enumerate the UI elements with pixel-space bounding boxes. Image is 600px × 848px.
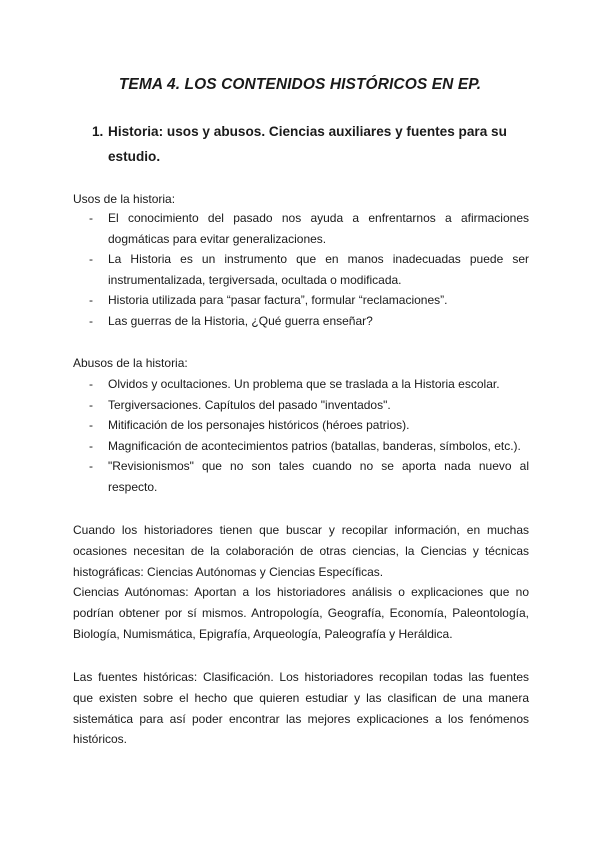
ciencias-section [73, 520, 529, 645]
dash-bullet: - [89, 397, 93, 412]
list-item-text: La Historia es un instrumento que en manos inadecuadas puede ser instrumentalizada, tergiversada, ocultada o modificada. [108, 252, 529, 287]
list-item-text: Las guerras de la Historia, ¿Qué guerra enseñar? [108, 313, 373, 328]
list-item-text: Mitificación de los personajes históricos (héroes patrios). [108, 418, 410, 432]
dash-bullet: - [89, 377, 93, 391]
paragraph-ciencias: Cuando los historiadores tienen que buscar y recopilar información, en muchas ocasiones necesitan de la colaboración de otras ciencias, la Ciencias y técnicas histográficas: Ciencias Autónomas y Ciencias Específicas. [73, 523, 529, 579]
list-item-text: "Revisionismos" que no son tales cuando no se aporta nada nuevo al respecto. [108, 459, 529, 494]
document-title: TEMA 4. LOS CONTENIDOS HISTÓRICOS EN EP. [118, 76, 482, 93]
list-item [89, 208, 529, 249]
abusos-list [89, 374, 529, 497]
list-item-text: Historia utilizada para “pasar factura”, formular “reclamaciones”. [108, 293, 448, 307]
dash-bullet: - [89, 438, 93, 453]
usos-label: Usos de la historia: [73, 192, 176, 206]
paragraph-fuentes: Las fuentes históricas: Clasificación. Los historiadores recopilan todas las fuentes que existen sobre el hecho que quieren estudiar y las clasifican de una manera sistemática para así poder encontrar las mejores explicaciones a los fenómenos históricos. [73, 670, 529, 747]
list-item [89, 436, 529, 457]
fuentes-section [73, 667, 529, 750]
list-item [89, 395, 529, 416]
list-item [89, 249, 529, 290]
list-item [89, 311, 529, 332]
usos-list [89, 208, 529, 331]
dash-bullet: - [89, 418, 93, 432]
dash-bullet: - [89, 211, 93, 225]
section-heading [92, 119, 532, 169]
section-number: 1. [92, 124, 104, 139]
list-item-text: El conocimiento del pasado nos ayuda a enfrentarnos a afirmaciones dogmáticas para evitar generalizaciones. [108, 211, 529, 246]
paragraph-ciencias-autonomas: Ciencias Autónomas: Aportan a los historiadores análisis o explicaciones que no podrían obtener por sí mismos. Antropología, Geografía, Economía, Paleontología, Biología, Numismática, Epigrafía, Arqueología, Paleografía y Heráldica. [73, 585, 529, 641]
list-item-text: Magnificación de acontecimientos patrios (batallas, banderas, símbolos, etc.). [108, 438, 521, 453]
list-item [89, 456, 529, 497]
abusos-label: Abusos de la historia: [73, 356, 188, 370]
list-item [89, 374, 529, 395]
list-item [89, 415, 529, 436]
section-heading-text: Historia: usos y abusos. Ciencias auxiliares y fuentes para su estudio. [108, 124, 507, 164]
dash-bullet: - [89, 313, 93, 328]
dash-bullet: - [89, 293, 93, 307]
list-item-text: Olvidos y ocultaciones. Un problema que se traslada a la Historia escolar. [108, 377, 500, 391]
list-item-text: Tergiversaciones. Capítulos del pasado "inventados". [108, 397, 391, 412]
list-item [89, 290, 529, 311]
dash-bullet: - [89, 252, 93, 266]
dash-bullet: - [89, 459, 93, 473]
